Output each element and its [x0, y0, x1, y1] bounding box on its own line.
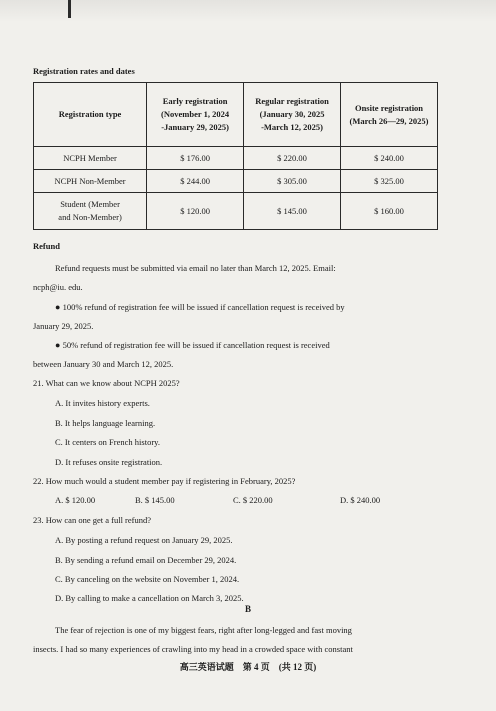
table-cell: $ 160.00 [341, 193, 438, 230]
answer-option: C. By canceling on the website on November 1, 2024. [55, 574, 240, 584]
table-header: Early registration (November 1, 2024 -January 29, 2025) [147, 83, 244, 147]
bullet-text: 100% refund of registration fee will be issued if cancellation request is received by [62, 302, 345, 312]
table-cell: $ 220.00 [244, 147, 341, 170]
answer-option: C. It centers on French history. [55, 437, 160, 447]
bullet-icon: ● [55, 340, 61, 350]
table-cell: $ 120.00 [147, 193, 244, 230]
table-header: Onsite registration (March 26—29, 2025) [341, 83, 438, 147]
answer-option: D. $ 240.00 [340, 495, 381, 505]
refund-heading: Refund [33, 241, 60, 251]
section-label: B [244, 604, 251, 614]
answer-option: A. By posting a refund request on January 29, 2025. [55, 535, 233, 545]
page-top-shadow [0, 0, 496, 22]
answer-option: C. $ 220.00 [233, 495, 273, 505]
refund-bullet-2 [33, 335, 438, 355]
answer-option: D. It refuses onsite registration. [55, 457, 163, 467]
registration-rates-table [33, 82, 438, 230]
table-row [34, 193, 438, 230]
answer-option: A. $ 120.00 [55, 495, 96, 505]
table-row [34, 147, 438, 170]
table-cell: Student (Member and Non-Member) [34, 193, 147, 230]
question-stem: 23. How can one get a full refund? [33, 515, 152, 525]
binding-mark [68, 0, 71, 18]
table-row [34, 170, 438, 193]
table-header-row [34, 83, 438, 147]
passage-line: The fear of rejection is one of my biggest fears, right after long-legged and fast moving [55, 625, 352, 635]
table-cell: NCPH Member [34, 147, 147, 170]
bullet-text: 50% refund of registration fee will be issued if cancellation request is received [62, 340, 330, 350]
table-cell: $ 240.00 [341, 147, 438, 170]
refund-bullet-1 [33, 297, 438, 317]
section-title: Registration rates and dates [33, 66, 135, 76]
table-cell: $ 145.00 [244, 193, 341, 230]
table-header: Registration type [34, 83, 147, 147]
table-cell: $ 325.00 [341, 170, 438, 193]
answer-option: B. It helps language learning. [55, 418, 156, 428]
answer-option: A. It invites history experts. [55, 398, 150, 408]
page-footer: 高三英语试题 第 4 页 (共 12 页) [179, 662, 317, 672]
answer-option: B. $ 145.00 [135, 495, 175, 505]
refund-bullet-2-cont: between January 30 and March 12, 2025. [33, 359, 174, 369]
bullet-icon: ● [55, 302, 61, 312]
answer-option: B. By sending a refund email on December 29, 2024. [55, 555, 237, 565]
question-stem: 21. What can we know about NCPH 2025? [33, 378, 180, 388]
answer-option: D. By calling to make a cancellation on March 3, 2025. [55, 593, 244, 603]
refund-intro-line2: ncph@iu. edu. [33, 282, 83, 292]
question-stem: 22. How much would a student member pay if registering in February, 2025? [33, 476, 296, 486]
passage-line: insects. I had so many experiences of crawling into my head in a crowded space with constant [33, 644, 353, 654]
table-cell: $ 244.00 [147, 170, 244, 193]
refund-intro-line1: Refund requests must be submitted via email no later than March 12, 2025. Email: [55, 263, 336, 273]
table-cell: $ 176.00 [147, 147, 244, 170]
table-cell: $ 305.00 [244, 170, 341, 193]
table-cell: NCPH Non-Member [34, 170, 147, 193]
table-header: Regular registration (January 30, 2025 -March 12, 2025) [244, 83, 341, 147]
refund-bullet-1-cont: January 29, 2025. [33, 321, 94, 331]
